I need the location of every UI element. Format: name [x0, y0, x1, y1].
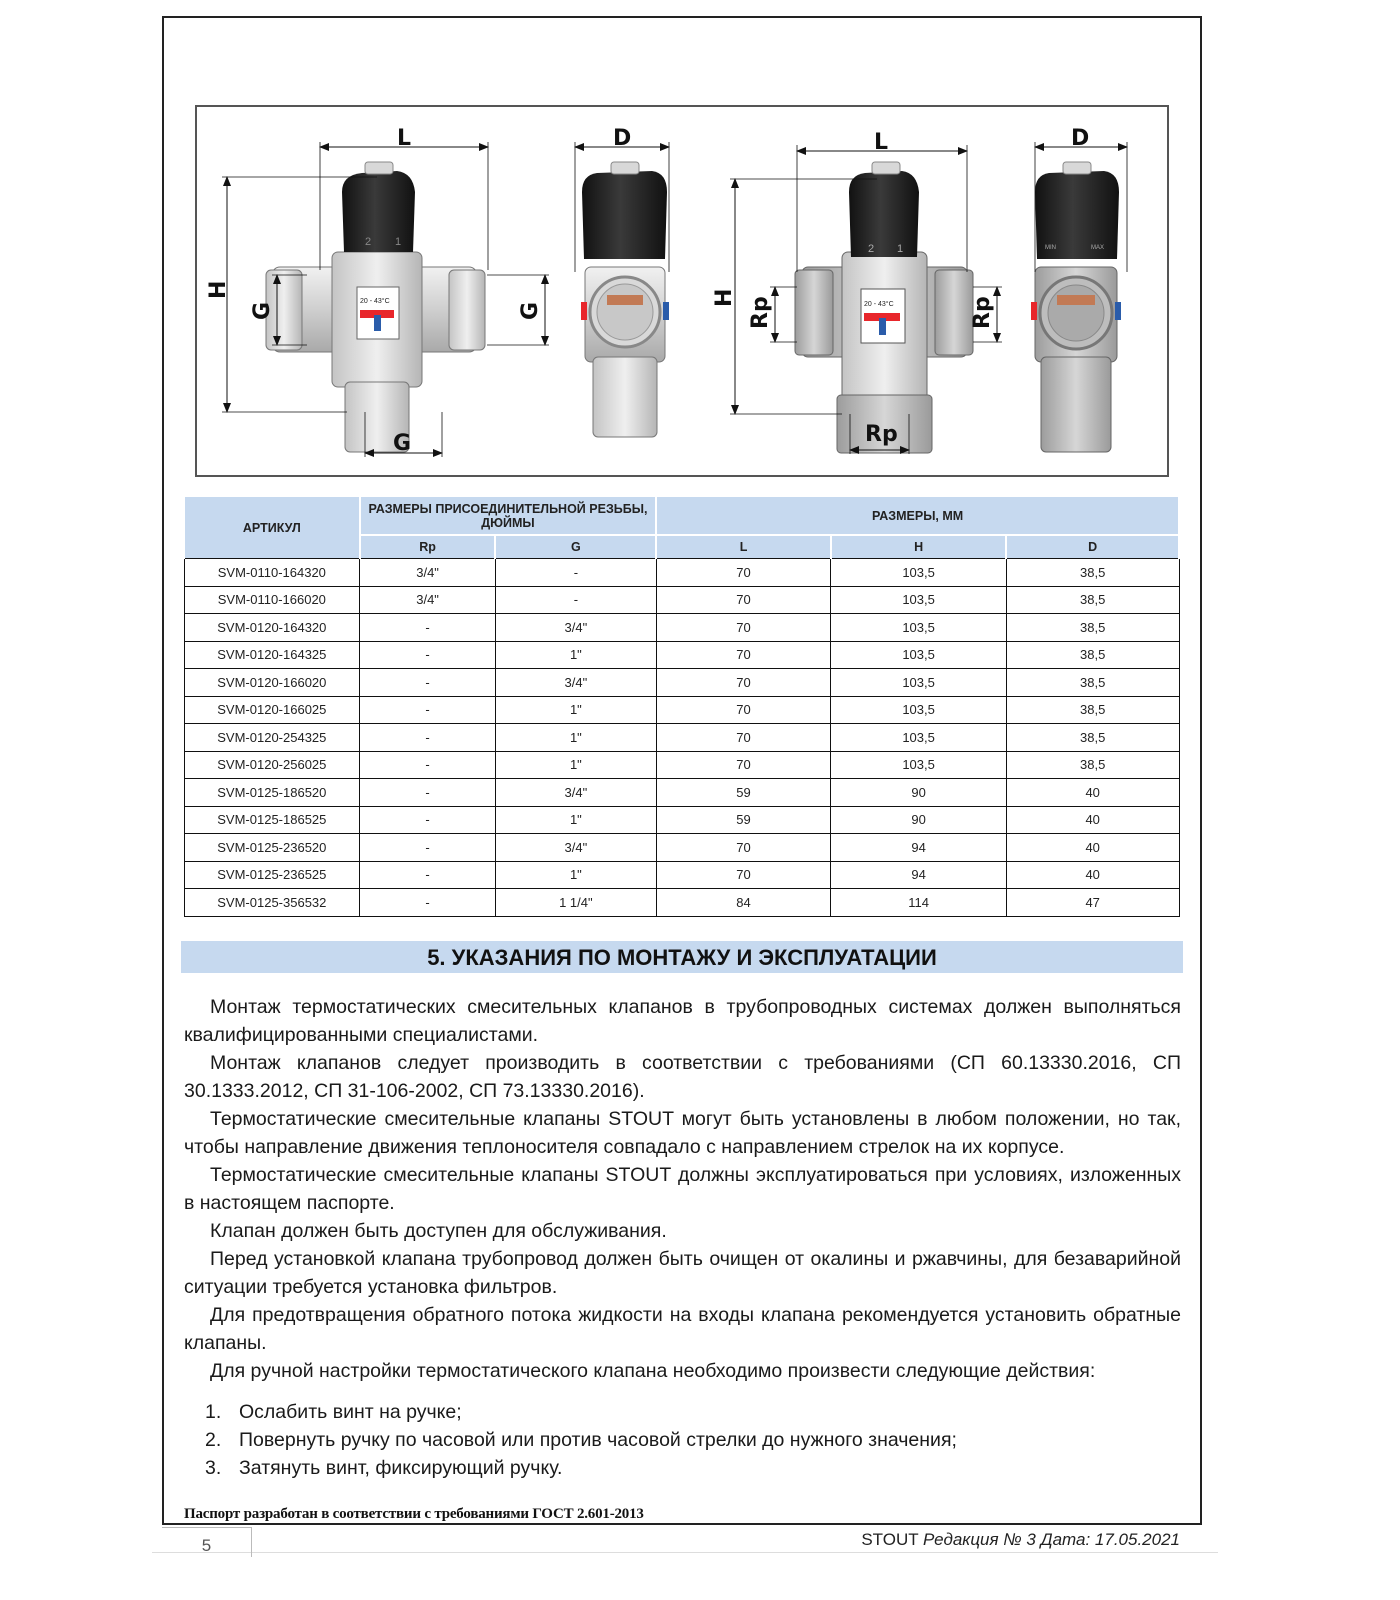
cell-article: SVM-0125-236520 — [184, 834, 360, 862]
valve-dimension-figure — [195, 105, 1169, 477]
knob-mark-1-rp: 1 — [897, 243, 904, 255]
cell-rp: - — [360, 669, 496, 697]
cell-rp: - — [360, 614, 496, 642]
cell-l: 70 — [656, 696, 831, 724]
valve-front-g — [206, 126, 549, 457]
cell-rp: - — [360, 861, 496, 889]
cell-g: - — [495, 586, 656, 614]
cell-article: SVM-0120-164320 — [184, 614, 360, 642]
cell-l: 70 — [656, 834, 831, 862]
cell-rp: - — [360, 806, 496, 834]
cell-d: 38,5 — [1006, 586, 1179, 614]
table-row — [184, 751, 1179, 779]
cell-d: 38,5 — [1006, 696, 1179, 724]
cell-g: 1" — [495, 806, 656, 834]
specs-table — [183, 497, 1180, 917]
cell-d: 40 — [1006, 861, 1179, 889]
table-row — [184, 669, 1179, 697]
dim-label-L-rp: L — [874, 130, 889, 155]
cell-l: 70 — [656, 861, 831, 889]
valve-side-rp — [1031, 126, 1127, 452]
cell-rp: 3/4" — [360, 586, 496, 614]
table-row — [184, 779, 1179, 807]
cell-rp: - — [360, 724, 496, 752]
cell-h: 103,5 — [831, 586, 1007, 614]
cell-g: 1" — [495, 724, 656, 752]
cell-h: 90 — [831, 806, 1007, 834]
cell-g: 1" — [495, 861, 656, 889]
dim-label-G-bottom: G — [393, 431, 412, 456]
paragraph: Монтаж термостатических смесительных клапанов в трубопроводных системах должен выполняться квалифицированными специалистами. — [184, 996, 1181, 1046]
cell-rp: - — [360, 779, 496, 807]
cell-l: 70 — [656, 559, 831, 587]
cell-d: 38,5 — [1006, 751, 1179, 779]
table-row — [184, 696, 1179, 724]
knob-max-label: MAX — [1091, 245, 1105, 251]
cell-h: 114 — [831, 889, 1007, 917]
table-row — [184, 559, 1179, 587]
gost-compliance-note: Паспорт разработан в соответствии с требованиями ГОСТ 2.601-2013 — [184, 1506, 644, 1522]
paragraph: Для предотвращения обратного потока жидкости на входы клапана рекомендуется установить обратные клапаны. — [184, 1304, 1181, 1354]
cell-article: SVM-0110-166020 — [184, 586, 360, 614]
header-rp: Rp — [360, 535, 496, 559]
cell-article: SVM-0120-256025 — [184, 751, 360, 779]
setup-steps-list — [205, 1398, 957, 1482]
cell-g: 3/4" — [495, 779, 656, 807]
cell-g: 3/4" — [495, 614, 656, 642]
step-text: Повернуть ручку по часовой или против часовой стрелки до нужного значения; — [239, 1429, 957, 1451]
temp-range-label-rp: 20 - 43°C — [864, 301, 894, 308]
cell-article: SVM-0125-356532 — [184, 889, 360, 917]
cell-g: - — [495, 559, 656, 587]
table-row — [184, 586, 1179, 614]
step-item — [205, 1398, 957, 1426]
header-dimensions: РАЗМЕРЫ, ММ — [656, 497, 1179, 535]
cell-h: 103,5 — [831, 724, 1007, 752]
dim-label-H-rp: H — [712, 288, 737, 307]
cell-article: SVM-0110-164320 — [184, 559, 360, 587]
dim-label-Rp-bottom: Rp — [865, 422, 898, 447]
table-row — [184, 806, 1179, 834]
cell-rp: - — [360, 834, 496, 862]
table-row — [184, 724, 1179, 752]
cell-l: 70 — [656, 724, 831, 752]
cell-d: 38,5 — [1006, 724, 1179, 752]
paragraph: Клапан должен быть доступен для обслуживания. — [210, 1220, 667, 1242]
paragraph: Перед установкой клапана трубопровод должен быть очищен от окалины и ржавчины, для безаварийной ситуации требуется установка фильтров. — [184, 1248, 1181, 1298]
temp-range-label: 20 - 43°C — [360, 298, 390, 305]
cell-article: SVM-0120-254325 — [184, 724, 360, 752]
step-item — [205, 1454, 957, 1482]
header-l: L — [656, 535, 831, 559]
knob-min-label: MIN — [1045, 245, 1056, 251]
cell-d: 38,5 — [1006, 669, 1179, 697]
footer-brand: STOUT — [861, 1530, 924, 1549]
step-item — [205, 1426, 957, 1454]
table-row — [184, 889, 1179, 917]
valve-side-g — [575, 126, 669, 437]
dim-label-Rp-right: Rp — [970, 296, 995, 329]
cell-h: 90 — [831, 779, 1007, 807]
dim-label-D-right: D — [1071, 126, 1090, 151]
table-row — [184, 861, 1179, 889]
dim-label-L: L — [397, 126, 412, 151]
footer-revision-date: Редакция № 3 Дата: 17.05.2021 — [923, 1530, 1180, 1549]
cell-g: 1 1/4" — [495, 889, 656, 917]
step-number: 2. — [205, 1429, 222, 1451]
cell-g: 3/4" — [495, 834, 656, 862]
valve-front-rp — [712, 130, 1002, 454]
knob-mark-1: 1 — [395, 236, 402, 248]
cell-rp: - — [360, 751, 496, 779]
valve-drawings — [197, 107, 1171, 479]
page-number: 5 — [162, 1527, 252, 1557]
cell-d: 47 — [1006, 889, 1179, 917]
paragraph: Термостатические смесительные клапаны STOUT могут быть установлены в любом положении, но так, чтобы направление движения теплоносителя совпадало с направлением стрелок на их корпусе. — [184, 1108, 1181, 1158]
header-g: G — [495, 535, 656, 559]
cell-l: 70 — [656, 641, 831, 669]
cell-article: SVM-0120-166025 — [184, 696, 360, 724]
cell-article: SVM-0120-166020 — [184, 669, 360, 697]
cell-article: SVM-0125-236525 — [184, 861, 360, 889]
paragraph: Для ручной настройки термостатического клапана необходимо произвести следующие действия: — [210, 1360, 1096, 1382]
cell-l: 70 — [656, 751, 831, 779]
specs-table-body — [184, 559, 1179, 917]
cell-g: 1" — [495, 696, 656, 724]
table-row — [184, 614, 1179, 642]
cell-h: 103,5 — [831, 696, 1007, 724]
cell-l: 59 — [656, 806, 831, 834]
footer-revision — [861, 1530, 1180, 1550]
dim-label-D-left: D — [613, 126, 632, 151]
cell-g: 3/4" — [495, 669, 656, 697]
dim-label-H: H — [206, 280, 231, 299]
paragraph: Термостатические смесительные клапаны STOUT должны эксплуатироваться при условиях, изложенных в настоящем паспорте. — [184, 1164, 1181, 1214]
cell-h: 103,5 — [831, 641, 1007, 669]
cell-article: SVM-0125-186525 — [184, 806, 360, 834]
cell-d: 38,5 — [1006, 559, 1179, 587]
table-row — [184, 834, 1179, 862]
cell-h: 103,5 — [831, 751, 1007, 779]
cell-h: 94 — [831, 861, 1007, 889]
cell-l: 70 — [656, 586, 831, 614]
cell-article: SVM-0125-186520 — [184, 779, 360, 807]
cell-h: 103,5 — [831, 559, 1007, 587]
cell-g: 1" — [495, 641, 656, 669]
cell-h: 103,5 — [831, 614, 1007, 642]
knob-mark-2: 2 — [365, 236, 372, 248]
header-article: АРТИКУЛ — [184, 497, 360, 559]
header-thread-sizes: РАЗМЕРЫ ПРИСОЕДИНИТЕЛЬНОЙ РЕЗЬБЫ, ДЮЙМЫ — [360, 497, 657, 535]
header-h: H — [831, 535, 1007, 559]
dim-label-Rp-left: Rp — [748, 296, 773, 329]
cell-rp: - — [360, 641, 496, 669]
cell-l: 59 — [656, 779, 831, 807]
cell-l: 70 — [656, 669, 831, 697]
cell-d: 40 — [1006, 779, 1179, 807]
cell-l: 70 — [656, 614, 831, 642]
cell-l: 84 — [656, 889, 831, 917]
knob-mark-2-rp: 2 — [868, 243, 875, 255]
step-text: Ослабить винт на ручке; — [239, 1401, 462, 1423]
footer-divider — [152, 1552, 1218, 1553]
cell-g: 1" — [495, 751, 656, 779]
header-d: D — [1006, 535, 1179, 559]
dim-label-G-right: G — [518, 301, 543, 320]
cell-h: 103,5 — [831, 669, 1007, 697]
cell-d: 38,5 — [1006, 641, 1179, 669]
step-number: 3. — [205, 1457, 222, 1479]
cell-d: 38,5 — [1006, 614, 1179, 642]
cell-d: 40 — [1006, 806, 1179, 834]
paragraph: Монтаж клапанов следует производить в соответствии с требованиями (СП 60.13330.2016, СП 30.1333.2012, СП 31-106-2002, СП 73.13330.2016). — [184, 1052, 1181, 1102]
cell-article: SVM-0120-164325 — [184, 641, 360, 669]
dim-label-G-left: G — [250, 301, 275, 320]
cell-h: 94 — [831, 834, 1007, 862]
cell-rp: - — [360, 696, 496, 724]
section-body — [184, 993, 1181, 1385]
step-text: Затянуть винт, фиксирующий ручку. — [239, 1457, 563, 1479]
cell-d: 40 — [1006, 834, 1179, 862]
cell-rp: 3/4" — [360, 559, 496, 587]
section-heading: 5. УКАЗАНИЯ ПО МОНТАЖУ И ЭКСПЛУАТАЦИИ — [181, 941, 1183, 973]
step-number: 1. — [205, 1401, 222, 1423]
cell-rp: - — [360, 889, 496, 917]
table-row — [184, 641, 1179, 669]
